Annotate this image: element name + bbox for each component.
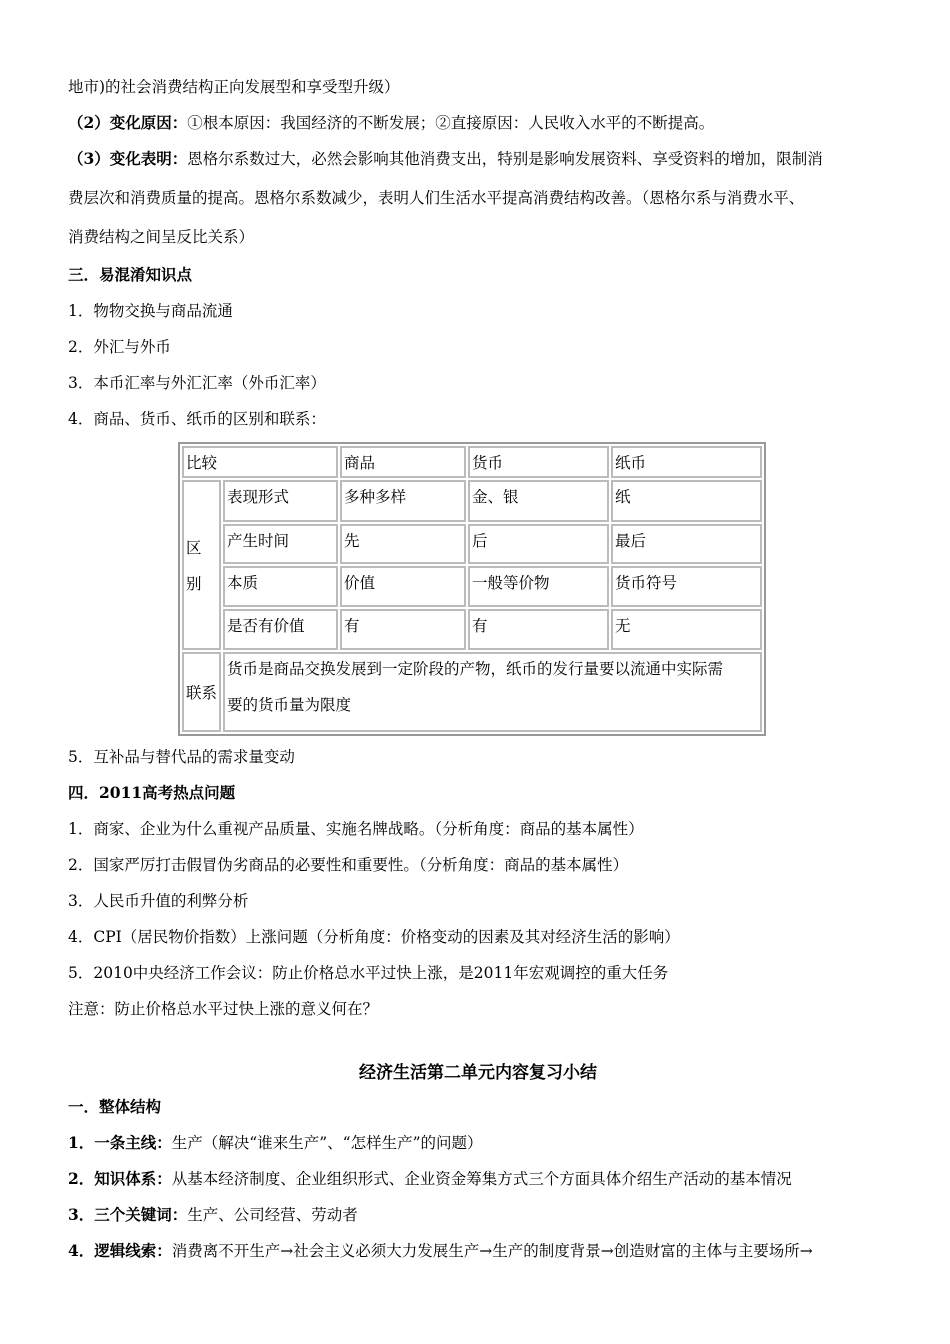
section-heading: 一．整体结构 <box>68 1097 162 1116</box>
table-cell: 一般等价物 <box>468 566 609 607</box>
list-item <box>68 1240 813 1262</box>
table-cell: 表现形式 <box>223 480 338 522</box>
list-item: 5．互补品与替代品的需求量变动 <box>68 748 295 766</box>
diff-label-cell <box>182 480 221 650</box>
table-header-cell: 纸币 <box>611 446 762 478</box>
text-line <box>68 112 714 134</box>
table-row <box>182 524 762 565</box>
table-cell: 金、银 <box>468 480 609 522</box>
text-span: 从基本经济制度、企业组织形式、企业资金筹集方式三个方面具体介绍生产活动的基本情况 <box>171 1170 792 1188</box>
table-row <box>182 480 762 522</box>
text-span: 消费离不开生产→社会主义必须大力发展生产→生产的制度背景→创造财富的主体与主要场所→ <box>171 1242 813 1260</box>
list-item: 2．外汇与外币 <box>68 338 171 356</box>
list-item: 5．2010中央经济工作会议：防止价格总水平过快上涨，是2011年宏观调控的重大任务 <box>68 964 669 982</box>
table-cell: 价值 <box>340 566 466 607</box>
table-cell: 产生时间 <box>223 524 338 565</box>
note-line: 注意：防止价格总水平过快上涨的意义何在？ <box>68 1000 379 1018</box>
link-label-cell: 联系 <box>182 652 221 732</box>
table-cell: 纸 <box>611 480 762 522</box>
text-span: ①根本原因：我国经济的不断发展；②直接原因：人民收入水平的不断提高。 <box>187 114 715 132</box>
table-cell: 先 <box>340 524 466 565</box>
text-line: 消费结构之间呈反比关系） <box>68 228 255 246</box>
link-text-line: 要的货币量为限度 <box>227 696 352 714</box>
bold-label: 4．逻辑线索： <box>68 1241 172 1260</box>
bold-label: 1．一条主线： <box>68 1133 172 1152</box>
table-cell: 货币符号 <box>611 566 762 607</box>
link-text-line: 货币是商品交换发展到一定阶段的产物，纸币的发行量要以流通中实际需 <box>227 660 724 678</box>
list-item: 3．本币汇率与外汇汇率（外币汇率） <box>68 374 326 392</box>
table-row <box>182 566 762 607</box>
text-span: 恩格尔系数过大，必然会影响其他消费支出，特别是影响发展资料、享受资料的增加，限制消 <box>187 150 823 168</box>
table-cell: 是否有价值 <box>223 609 338 650</box>
bold-label: （2）变化原因： <box>68 113 188 132</box>
list-item <box>68 1204 358 1226</box>
text-span: 生产、公司经营、劳动者 <box>187 1206 358 1224</box>
comparison-table <box>178 442 766 736</box>
section-heading: 四．2011高考热点问题 <box>68 783 236 802</box>
list-item <box>68 1168 792 1190</box>
bold-label: 3．三个关键词： <box>68 1205 188 1224</box>
text-line: 地市)的社会消费结构正向发展型和享受型升级） <box>68 78 400 96</box>
list-item: 1．商家、企业为什么重视产品质量、实施名牌战略。（分析角度：商品的基本属性） <box>68 820 644 838</box>
list-item: 2．国家严厉打击假冒伪劣商品的必要性和重要性。（分析角度：商品的基本属性） <box>68 856 629 874</box>
unit-title: 经济生活第二单元内容复习小结 <box>359 1063 597 1083</box>
list-item: 4．商品、货币、纸币的区别和联系： <box>68 410 326 428</box>
diff-label-char: 区 <box>186 539 202 557</box>
text-span: 生产（解决“谁来生产”、“怎样生产”的问题） <box>171 1134 483 1152</box>
list-item: 3．人民币升值的利弊分析 <box>68 892 249 910</box>
diff-label-char: 别 <box>186 575 202 593</box>
table-cell: 最后 <box>611 524 762 565</box>
table-header-cell: 货币 <box>468 446 609 478</box>
list-item: 1．物物交换与商品流通 <box>68 302 233 320</box>
list-item <box>68 1132 483 1154</box>
table-row <box>182 609 762 650</box>
table-header-cell: 比较 <box>182 446 338 478</box>
table-cell: 后 <box>468 524 609 565</box>
text-line: 费层次和消费质量的提高。恩格尔系数减少，表明人们生活水平提高消费结构改善。（恩格尔系与消费水平、 <box>68 189 805 207</box>
link-text-cell <box>223 652 762 732</box>
table-cell: 无 <box>611 609 762 650</box>
table-cell: 有 <box>340 609 466 650</box>
bold-label: （3）变化表明： <box>68 149 188 168</box>
bold-label: 2．知识体系： <box>68 1169 172 1188</box>
section-heading: 三．易混淆知识点 <box>68 265 193 284</box>
table-cell: 多种多样 <box>340 480 466 522</box>
text-line <box>68 148 823 170</box>
table-header-row <box>182 446 762 478</box>
table-cell: 本质 <box>223 566 338 607</box>
table-row <box>182 652 762 732</box>
table-cell: 有 <box>468 609 609 650</box>
list-item: 4．CPI（居民物价指数）上涨问题（分析角度：价格变动的因素及其对经济生活的影响） <box>68 928 680 946</box>
table-header-cell: 商品 <box>340 446 466 478</box>
